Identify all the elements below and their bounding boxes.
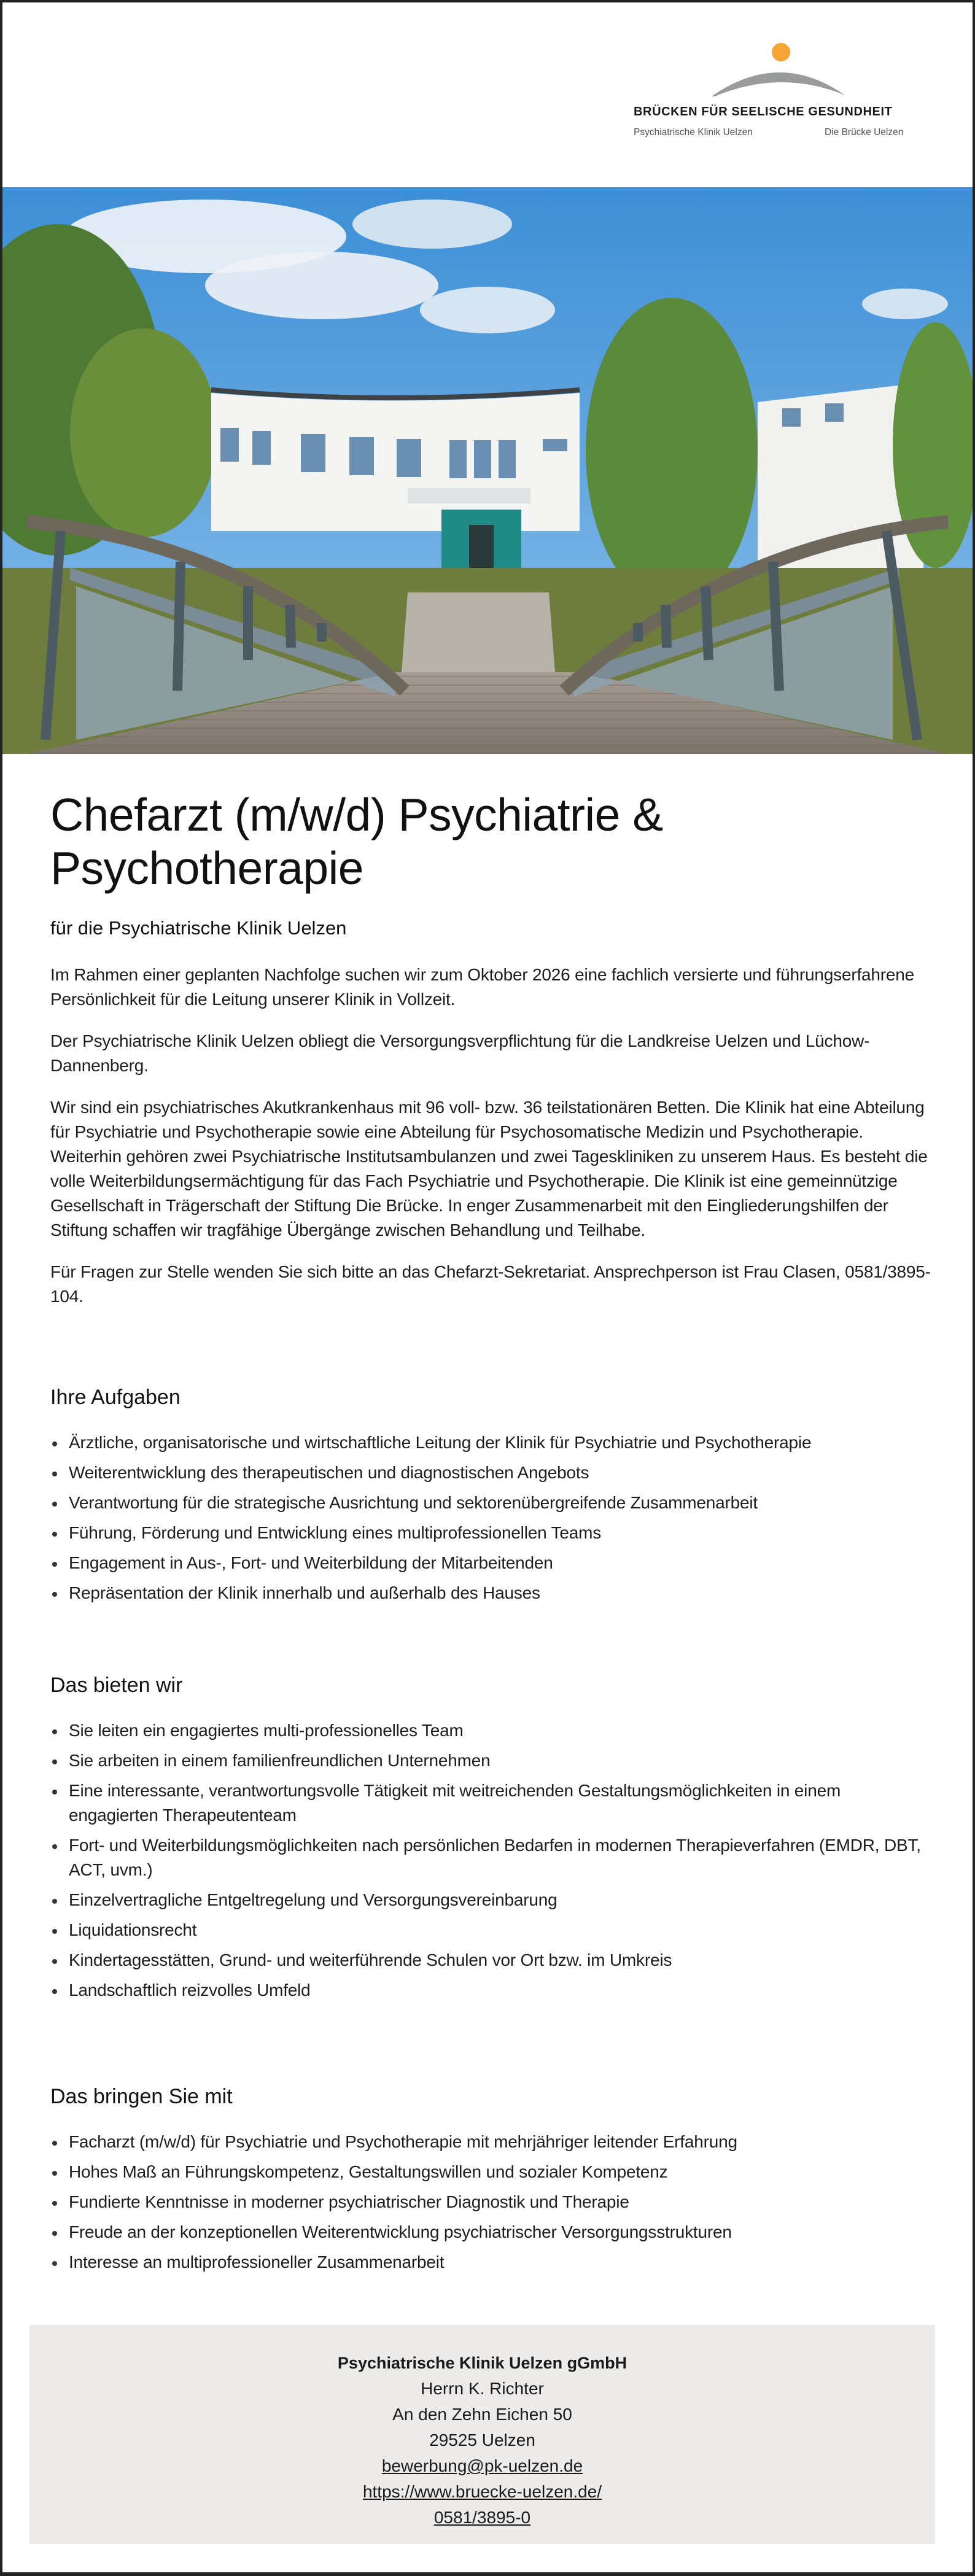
section-requirements xyxy=(50,2083,934,2280)
bridge-sun-logo-icon xyxy=(616,25,948,104)
contact-city: 29525 Uelzen xyxy=(429,2431,535,2450)
section-heading-requirements: Das bringen Sie mit xyxy=(50,2085,233,2108)
list-item: Eine interessante, verantwortungsvolle Tätigkeit mit weitreichenden Gestaltungsmöglichkeiten in einem engagierten Therapeutenteam xyxy=(50,1779,934,1828)
job-subtitle: für die Psychiatrische Klinik Uelzen xyxy=(50,917,347,939)
list-item: Engagement in Aus-, Fort- und Weiterbildung der Mitarbeitenden xyxy=(50,1551,934,1575)
contact-street: An den Zehn Eichen 50 xyxy=(392,2405,572,2424)
phone-link[interactable]: 0581/3895-0 xyxy=(433,2508,531,2527)
clinic-paragraph: Wir sind ein psychiatrisches Akutkrankenhaus mit 96 voll- bzw. 36 teilstationären Betten. Die Klinik hat eine Abteilung für Psychiatrie und Psychotherapie sowie eine Abteilung für Psychosomatische Medizin und Psychotherapie. Weiterhin gehören zwei Psychiatrische Institutsambulanzen und zwei Tageskliniken zu unserem Haus. Es besteht die volle Weiterbildungsermächtigung für das Fach Psychiatrie und Psychotherapie. Die Klinik ist eine gemeinnützige Gesellschaft in Trägerschaft der Stiftung Die Brücke. In enger Zusammenarbeit mit den Eingliederungshilfen der Stiftung schaffen wir tragfähige Übergänge zwischen Behandlung und Teilhabe. xyxy=(50,1098,928,1240)
hero-photo xyxy=(2,187,973,754)
job-intro xyxy=(50,788,934,1309)
list-item: Liquidationsrecht xyxy=(50,1918,934,1942)
intro-paragraph: Im Rahmen einer geplanten Nachfolge suchen wir zum Oktober 2026 eine fachlich versierte und führungserfahrene Persönlichkeit für die Leitung unserer Klinik in Vollzeit. xyxy=(50,965,915,1009)
benefits-list xyxy=(50,1718,934,2003)
bridge-building-photo-icon xyxy=(2,187,973,754)
logo-title: BRÜCKEN FÜR SEELISCHE GESUNDHEIT xyxy=(634,105,893,118)
brand-logo xyxy=(616,25,948,160)
list-item: Repräsentation der Klinik innerhalb und außerhalb des Hauses xyxy=(50,1581,934,1605)
list-item: Fort- und Weiterbildungsmöglichkeiten nach persönlichen Bedarfen in modernen Therapieverfahren (EMDR, DBT, ACT, uvm.) xyxy=(50,1833,934,1882)
job-posting-page xyxy=(2,2,973,2572)
section-tasks xyxy=(50,1384,934,1611)
list-item: Einzelvertragliche Entgeltregelung und Versorgungsvereinbarung xyxy=(50,1888,934,1912)
contact-company: Psychiatrische Klinik Uelzen gGmbH xyxy=(337,2354,627,2372)
list-item: Interesse an multiprofessioneller Zusammenarbeit xyxy=(50,2250,934,2275)
logo-subtitle-foundation: Die Brücke Uelzen xyxy=(825,127,904,138)
list-item: Freude an der konzeptionellen Weiterentwicklung psychiatrischer Versorgungsstrukturen xyxy=(50,2220,934,2244)
contact-box xyxy=(29,2325,935,2544)
requirements-list xyxy=(50,2130,934,2275)
logo-subtitle-clinic: Psychiatrische Klinik Uelzen xyxy=(634,127,753,138)
coverage-paragraph: Der Psychiatrische Klinik Uelzen obliegt die Versorgungsverpflichtung für die Landkreise Uelzen und Lüchow-Dannenberg. xyxy=(50,1031,870,1075)
section-heading-tasks: Ihre Aufgaben xyxy=(50,1386,181,1409)
list-item: Sie arbeiten in einem familienfreundlichen Unternehmen xyxy=(50,1748,934,1773)
list-item: Weiterentwicklung des therapeutischen und diagnostischen Angebots xyxy=(50,1461,934,1485)
list-item: Ärztliche, organisatorische und wirtschaftliche Leitung der Klinik für Psychiatrie und Psychotherapie xyxy=(50,1430,934,1455)
contact-person: Herrn K. Richter xyxy=(421,2379,544,2398)
list-item: Kindertagesstätten, Grund- und weiterführende Schulen vor Ort bzw. im Umkreis xyxy=(50,1948,934,1973)
tasks-list xyxy=(50,1430,934,1605)
list-item: Hohes Maß an Führungskompetenz, Gestaltungswillen und sozialer Kompetenz xyxy=(50,2160,934,2184)
job-title: Chefarzt (m/w/d) Psychiatrie & Psychotherapie xyxy=(50,789,663,894)
website-link[interactable]: https://www.bruecke-uelzen.de/ xyxy=(362,2482,602,2501)
list-item: Führung, Förderung und Entwicklung eines multiprofessionellen Teams xyxy=(50,1521,934,1545)
list-item: Facharzt (m/w/d) für Psychiatrie und Psychotherapie mit mehrjähriger leitender Erfahrung xyxy=(50,2130,934,2154)
list-item: Landschaftlich reizvolles Umfeld xyxy=(50,1978,934,2003)
section-benefits xyxy=(50,1672,934,2008)
section-heading-benefits: Das bieten wir xyxy=(50,1674,183,1697)
email-link[interactable]: bewerbung@pk-uelzen.de xyxy=(381,2456,583,2475)
list-item: Fundierte Kenntnisse in moderner psychiatrischer Diagnostik und Therapie xyxy=(50,2190,934,2214)
list-item: Verantwortung für die strategische Ausrichtung und sektorenübergreifende Zusammenarbeit xyxy=(50,1491,934,1515)
list-item: Sie leiten ein engagiertes multi-professionelles Team xyxy=(50,1718,934,1743)
contact-question-paragraph: Für Fragen zur Stelle wenden Sie sich bitte an das Chefarzt-Sekretariat. Ansprechperson ist Frau Clasen, 0581/3895-104. xyxy=(50,1262,931,1306)
